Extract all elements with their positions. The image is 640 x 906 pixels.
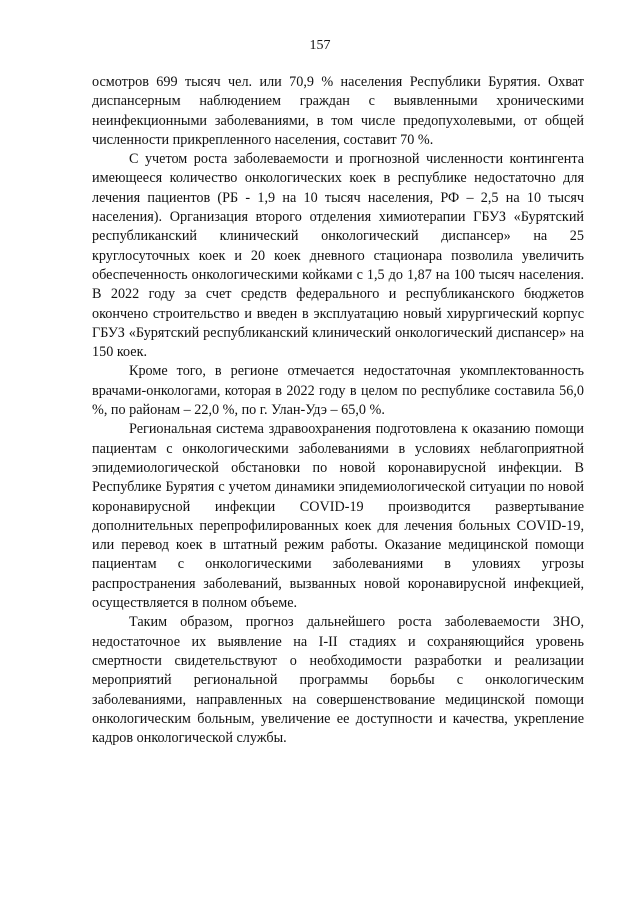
document-body xyxy=(92,73,584,748)
paragraph-oncology-beds: С учетом роста заболеваемости и прогнозной численности контингента имеющееся количество онкологических коек в республике недостаточно для лечения пациентов (РБ - 1,9 на 10 тысяч населения, РФ – 2,5 на 10 тысяч населения). Организация второго отделения химиотерапии ГБУЗ «Бурятский республиканский клинический онкологический диспансер» на 25 круглосуточных коек и 20 коек дневного стационара позволила увеличить обеспеченность онкологическими койками с 1,5 до 1,87 на 100 тысяч населения. В 2022 году за счет средств федерального и республиканского бюджетов окончено строительство и введен в эксплуатацию новый хирургический корпус ГБУЗ «Бурятский республиканский клинический онкологический диспансер» на 150 коек. xyxy=(92,151,584,361)
paragraph-conclusion: Таким образом, прогноз дальнейшего роста заболеваемости ЗНО, недостаточное их выявление на I-II стадиях и сохраняющийся уровень смертности свидетельствуют о необходимости разработки и реализации мероприятий региональной программы борьбы с онкологическим заболеваниями, направленных на совершенствование медицинской помощи онкологическим больным, увеличение ее доступности и качества, укрепление кадров онкологической службы. xyxy=(92,614,584,747)
paragraph-covid: Региональная система здравоохранения подготовлена к оказанию помощи пациентам с онкологическими заболеваниями в условиях неблагоприятной эпидемиологической обстановки по новой коронавирусной инфекции. В Республике Бурятия с учетом динамики эпидемиологической ситуации по новой коронавирусной инфекции COVID-19 производится развертывание дополнительных перепрофилированных коек для лечения больных COVID-19, или перевод коек в штатный режим работы. Оказание медицинской помощи пациентам с онкологическими заболеваниями в уловиях угрозы распространения заболеваний, вызванных новой коронавирусной инфекцией, осуществляется в полном объеме. xyxy=(92,421,584,612)
paragraph-staffing: Кроме того, в регионе отмечается недостаточная укомплектованность врачами-онкологами, которая в 2022 году в целом по республике составила 56,0 %, по районам – 22,0 %, по г. Улан-Удэ – 65,0 %. xyxy=(92,363,584,419)
paragraph-continuation: осмотров 699 тысяч чел. или 70,9 % населения Республики Бурятия. Охват диспансерным наблюдением граждан с выявленными хроническими неинфекционными заболеваниями, в том числе предопухолевыми, от общей численности прикрепленного населения, составит 70 %. xyxy=(92,74,584,148)
page-number: 157 xyxy=(309,38,331,53)
